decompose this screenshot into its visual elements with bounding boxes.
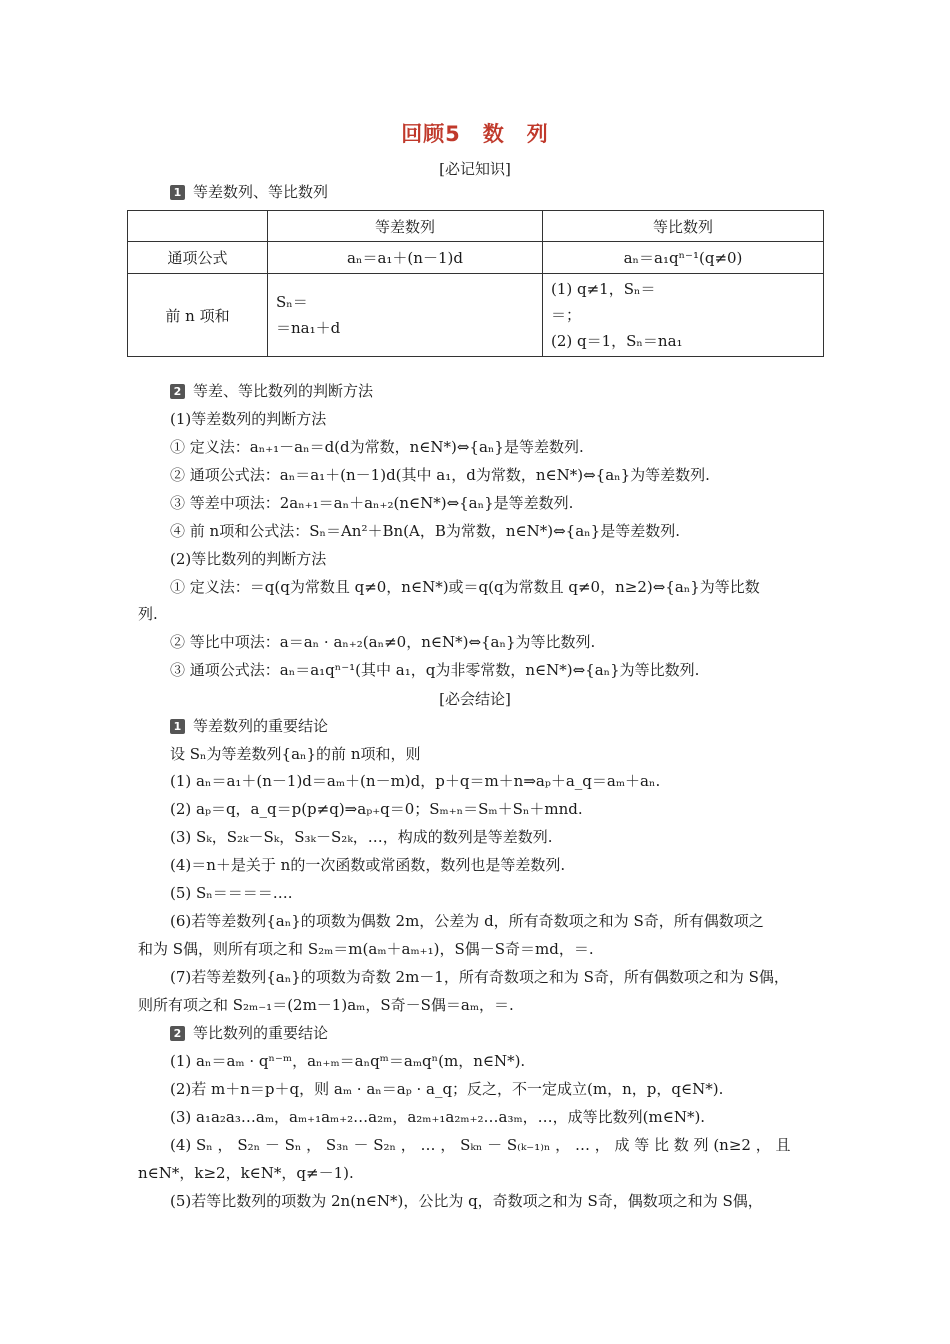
- text-line: (3) Sₖ，S₂ₖ－Sₖ，S₃ₖ－S₂ₖ，…，构成的数列是等差数列.: [170, 828, 553, 846]
- geo-sum-line-1: (1) q≠1，Sₙ＝: [551, 280, 656, 298]
- geo-sum-line-3: (2) q＝1，Sₙ＝na₁: [551, 332, 683, 350]
- text-line-wrap: 则所有项之和 S₂ₘ₋₁＝(2m－1)aₘ，S奇－S偶＝aₘ，＝.: [138, 996, 514, 1014]
- heading-geo-conclusions: [170, 1023, 830, 1043]
- table-header-row: [128, 211, 824, 242]
- text-line: 设 Sₙ为等差数列{aₙ}的前 n项和，则: [170, 745, 421, 763]
- text-line: ③ 通项公式法：aₙ＝a₁qⁿ⁻¹(其中 a₁，q为非零常数，n∈N*)⇔{aₙ}为等比数列.: [170, 661, 700, 679]
- text-line-wrap: n∈N*，k≥2，k∈N*，q≠－1).: [138, 1164, 354, 1182]
- text-line: ④ 前 n项和公式法：Sₙ＝An²＋Bn(A，B为常数，n∈N*)⇔{aₙ}是等差数列.: [170, 522, 680, 540]
- arith-sum-line-1: Sₙ＝: [276, 293, 308, 311]
- text-line: (2)等比数列的判断方法: [170, 550, 327, 568]
- page-title: 回顾5 数 列: [401, 122, 549, 146]
- text-line: (4) Sₙ ， S₂ₙ － Sₙ ， S₃ₙ － S₂ₙ ， … ， Sₖₙ － S₍ₖ₋₁₎ₙ ， … ， 成 等 比 数 列 (n≥2 ， 且: [170, 1136, 791, 1154]
- cell-arith-partial-sum: [268, 274, 543, 357]
- text-line: ② 等比中项法：a＝aₙ · aₙ₊₂(aₙ≠0，n∈N*)⇔{aₙ}为等比数列.: [170, 633, 596, 651]
- cell-geo-partial-sum: [543, 274, 824, 357]
- heading-text: 等比数列的重要结论: [193, 1024, 329, 1042]
- cell-arith-general-term: aₙ＝a₁＋(n－1)d: [268, 242, 543, 274]
- heading-judgement-methods: [170, 381, 830, 401]
- text-line: (5)若等比数列的项数为 2n(n∈N*)，公比为 q，奇数项之和为 S奇，偶数项之和为 S偶，: [170, 1192, 763, 1210]
- section-header-must-know: [必会结论]: [439, 690, 511, 708]
- row-label-general-term: 通项公式: [128, 242, 268, 274]
- text-line: (3) a₁a₂a₃…aₘ，aₘ₊₁aₘ₊₂…a₂ₘ，a₂ₘ₊₁a₂ₘ₊₂…a₃ₘ，…，成等比数列(m∈N*).: [170, 1108, 706, 1126]
- heading-arith-geo: [170, 182, 830, 202]
- number-badge: 2: [170, 1026, 185, 1041]
- section-header-must-remember: [必记知识]: [439, 160, 511, 178]
- formula-table: [127, 210, 824, 357]
- text-line: (1)等差数列的判断方法: [170, 410, 327, 428]
- arith-sum-line-2: ＝na₁＋d: [276, 319, 341, 337]
- col-header-arith: 等差数列: [268, 211, 543, 242]
- table-row-partial-sum: [128, 274, 824, 357]
- heading-arith-conclusions: [170, 716, 830, 736]
- text-line: ② 通项公式法：aₙ＝a₁＋(n－1)d(其中 a₁，d为常数，n∈N*)⇔{aₙ}为等差数列.: [170, 466, 710, 484]
- table-corner-cell: [128, 211, 268, 242]
- text-line: (7)若等差数列{aₙ}的项数为奇数 2m－1，所有奇数项之和为 S奇，所有偶数项之和为 S偶，: [170, 968, 789, 986]
- row-label-partial-sum: 前 n 项和: [128, 274, 268, 357]
- text-line: (1) aₙ＝a₁＋(n－1)d＝aₘ＋(n－m)d，p＋q＝m＋n⇒aₚ＋a_q＝aₘ＋aₙ.: [170, 772, 661, 790]
- heading-text: 等差数列的重要结论: [193, 717, 329, 735]
- text-line: ① 定义法：aₙ₊₁－aₙ＝d(d为常数，n∈N*)⇔{aₙ}是等差数列.: [170, 438, 584, 456]
- col-header-geo: 等比数列: [543, 211, 824, 242]
- table-row-general-term: [128, 242, 824, 274]
- text-line-wrap: 列.: [138, 605, 158, 623]
- geo-sum-line-2: ＝；: [551, 306, 582, 324]
- number-badge: 1: [170, 719, 185, 734]
- cell-geo-general-term: aₙ＝a₁qⁿ⁻¹(q≠0): [543, 242, 824, 274]
- text-line-wrap: 和为 S偶，则所有项之和 S₂ₘ＝m(aₘ＋aₘ₊₁)，S偶－S奇＝md，＝.: [138, 940, 594, 958]
- text-line: (1) aₙ＝aₘ · qⁿ⁻ᵐ，aₙ₊ₘ＝aₙqᵐ＝aₘqⁿ(m，n∈N*).: [170, 1052, 526, 1070]
- number-badge: 2: [170, 384, 185, 399]
- number-badge: 1: [170, 185, 185, 200]
- text-line: (5) Sₙ＝＝＝＝….: [170, 884, 293, 902]
- heading-text: 等差数列、等比数列: [193, 183, 329, 201]
- text-line: (2) aₚ＝q，a_q＝p(p≠q)⇒aₚ₊q＝0；Sₘ₊ₙ＝Sₘ＋Sₙ＋mnd.: [170, 800, 583, 818]
- text-line: (2)若 m＋n＝p＋q，则 aₘ · aₙ＝aₚ · a_q；反之，不一定成立(m，n，p，q∈N*).: [170, 1080, 724, 1098]
- text-line: (4)＝n＋是关于 n的一次函数或常函数，数列也是等差数列.: [170, 856, 566, 874]
- text-line: (6)若等差数列{aₙ}的项数为偶数 2m，公差为 d，所有奇数项之和为 S奇，所有偶数项之: [170, 912, 764, 930]
- heading-text: 等差、等比数列的判断方法: [193, 382, 374, 400]
- text-line: ③ 等差中项法：2aₙ₊₁＝aₙ＋aₙ₊₂(n∈N*)⇔{aₙ}是等差数列.: [170, 494, 574, 512]
- text-line: ① 定义法：＝q(q为常数且 q≠0，n∈N*)或＝q(q为常数且 q≠0，n≥2)⇔{aₙ}为等比数: [170, 578, 760, 596]
